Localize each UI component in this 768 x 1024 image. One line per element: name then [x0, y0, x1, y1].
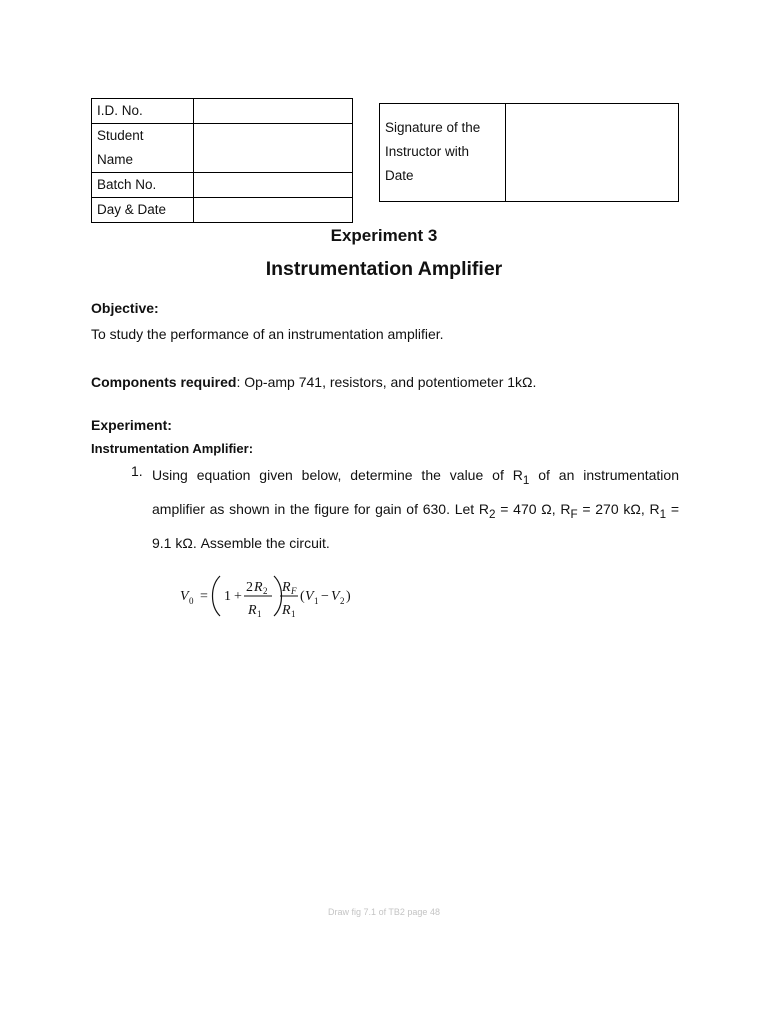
svg-text:F: F — [291, 586, 297, 596]
experiment-number: Experiment 3 — [330, 226, 438, 245]
svg-text:V: V — [305, 589, 314, 604]
components-label: Components required — [91, 374, 237, 390]
svg-text:R: R — [254, 580, 263, 595]
svg-text:R: R — [282, 603, 291, 618]
svg-text:0: 0 — [189, 596, 194, 606]
signature-label-line2: Instructor with — [385, 144, 470, 159]
gain-equation-graphic — [180, 570, 370, 622]
experiment-subheading: Instrumentation Amplifier: — [91, 441, 254, 456]
svg-text:R: R — [282, 580, 291, 595]
batch-value[interactable] — [194, 173, 353, 198]
signature-label-line3: Date — [385, 168, 414, 183]
step-text-part1: Using equation given below, determine the value of R — [152, 467, 523, 483]
rf-value: = 270 kΩ, R — [577, 500, 660, 517]
id-value[interactable] — [194, 99, 353, 124]
student-name-label-line1: Student — [97, 128, 144, 143]
r2-subscript: 2 — [489, 507, 496, 521]
svg-text:R: R — [248, 603, 257, 618]
signature-label-line1: Signature of the — [385, 120, 481, 135]
batch-label: Batch No. — [92, 173, 194, 198]
r2-value: = 470 Ω, R — [495, 500, 571, 517]
step-text — [152, 461, 679, 557]
r1-value: = 9.1 kΩ. Assemble the circuit. — [152, 500, 679, 551]
signature-row — [380, 104, 679, 202]
student-name-label — [92, 124, 194, 173]
step-number: 1. — [131, 463, 143, 479]
svg-text:=: = — [200, 589, 208, 604]
svg-text:1: 1 — [224, 589, 231, 604]
signature-label — [380, 104, 506, 202]
svg-text:+: + — [234, 589, 242, 604]
page-title: Instrumentation Amplifier — [265, 258, 503, 280]
components-text: : Op-amp 741, resistors, and potentiometer 1kΩ. — [236, 374, 537, 390]
svg-text:1: 1 — [291, 609, 296, 619]
svg-text:V: V — [180, 589, 189, 604]
svg-text:V: V — [331, 589, 340, 604]
student-name-value[interactable] — [194, 124, 353, 173]
svg-text:1: 1 — [257, 609, 262, 619]
svg-text:2: 2 — [340, 596, 345, 606]
svg-text:(: ( — [300, 589, 305, 604]
day-date-label: Day & Date — [92, 198, 194, 223]
svg-text:2: 2 — [246, 580, 253, 595]
components-paragraph — [91, 374, 536, 390]
svg-text:−: − — [321, 589, 329, 604]
id-row — [92, 99, 353, 124]
gain-equation — [180, 570, 370, 627]
svg-text:1: 1 — [314, 596, 319, 606]
r1-subscript: 1 — [522, 473, 530, 487]
rf-subscript: F — [570, 507, 578, 521]
objective-text: To study the performance of an instrumentation amplifier. — [91, 326, 444, 342]
svg-text:): ) — [346, 589, 351, 604]
day-date-row — [92, 198, 353, 223]
signature-table — [379, 103, 679, 202]
student-name-row — [92, 124, 353, 173]
id-label: I.D. No. — [92, 99, 194, 124]
figure-note: Draw fig 7.1 of TB2 page 48 — [328, 907, 440, 917]
student-info-table — [91, 98, 353, 223]
signature-value[interactable] — [506, 104, 679, 202]
experiment-heading: Experiment: — [91, 417, 172, 433]
svg-text:2: 2 — [263, 586, 268, 596]
student-name-label-line2: Name — [97, 152, 134, 167]
day-date-value[interactable] — [194, 198, 353, 223]
r1-subscript-2: 1 — [659, 507, 667, 521]
objective-heading: Objective: — [91, 300, 159, 316]
batch-row — [92, 173, 353, 198]
step-text-part2: of an instrumentation amplifier as shown in the figure for gain of 630. Let R — [152, 467, 679, 517]
